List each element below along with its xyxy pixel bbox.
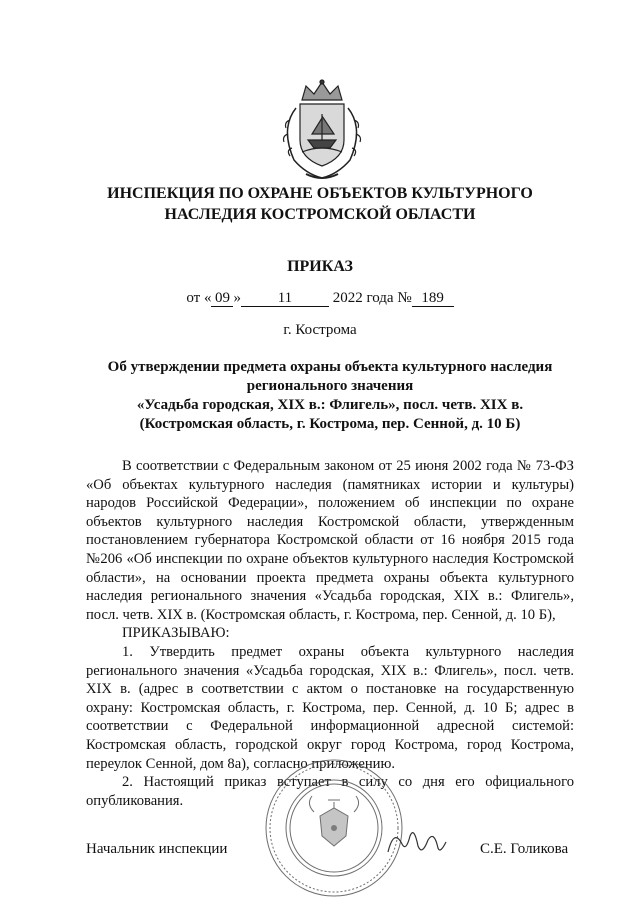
date-year: 2022 года № — [332, 290, 412, 306]
org-line-1: ИНСПЕКЦИЯ ПО ОХРАНЕ ОБЪЕКТОВ КУЛЬТУРНОГО — [107, 185, 533, 202]
handwritten-signature — [380, 822, 450, 862]
signatory-name: С.Е. Голикова — [480, 841, 569, 857]
city: г. Кострома — [283, 322, 357, 338]
subject-line-3: «Усадьба городская, XIX в.: Флигель», посл. четв. XIX в. — [136, 397, 524, 413]
clause-2: 2. Настоящий приказ вступает в силу со дня его официального опубликования. — [86, 774, 574, 809]
subject-line-2: регионального значения — [246, 378, 414, 394]
date-number-line — [0, 290, 640, 307]
preamble-paragraph: В соответствии с Федеральным законом от 25 июня 2002 года № 73-ФЗ «Об объектах культурного наследия (памятниках истории и культуры) народов Российской Федерации», положением об инспекции по охране объектов культурного наследия Костромской области, утвержденным постановлением губернатора Костромской области от 16 ноября 2015 года №206 «Об инспекции по охране объектов культурного наследия Костромской области», на основании проекта предмета охраны объекта культурного наследия регионального значения «Усадьба городская, XIX в.: Флигель», посл. четв. XIX в. (Костромская область, г. Кострома, пер. Сенной, д. 10 Б), — [86, 458, 574, 623]
subject-line-1: Об утверждении предмета охраны объекта культурного наследия — [107, 359, 553, 375]
document-type: ПРИКАЗ — [287, 258, 353, 275]
document-number: 189 — [412, 290, 454, 307]
org-line-2: НАСЛЕДИЯ КОСТРОМСКОЙ ОБЛАСТИ — [164, 206, 476, 223]
signatory-title: Начальник инспекции — [86, 841, 228, 857]
order-word: ПРИКАЗЫВАЮ: — [122, 625, 230, 642]
date-prefix: от « — [186, 290, 212, 306]
date-day: 09 — [211, 290, 233, 307]
date-month: 11 — [241, 290, 329, 307]
coat-of-arms-emblem — [272, 78, 372, 186]
subject-line-4: (Костромская область, г. Кострома, пер. Сенной, д. 10 Б) — [139, 416, 521, 432]
date-mid: » — [233, 290, 241, 306]
document-subject — [80, 358, 580, 434]
clause-1: 1. Утвердить предмет охраны объекта культурного наследия регионального значения «Усадьба городская, XIX в.: Флигель», посл. четв. XIX в. (адрес в соответствии с актом о постановке на государственную охрану: Костромская область, г. Кострома, пер. Сенной, д. 10 Б; адрес в соответствии с Федеральной информационной адресной системой: Костромская область, городской округ город Кострома, город Кострома, переулок Сенной, дом 8а), согласно приложению. — [86, 643, 574, 772]
organization-name — [60, 183, 580, 225]
